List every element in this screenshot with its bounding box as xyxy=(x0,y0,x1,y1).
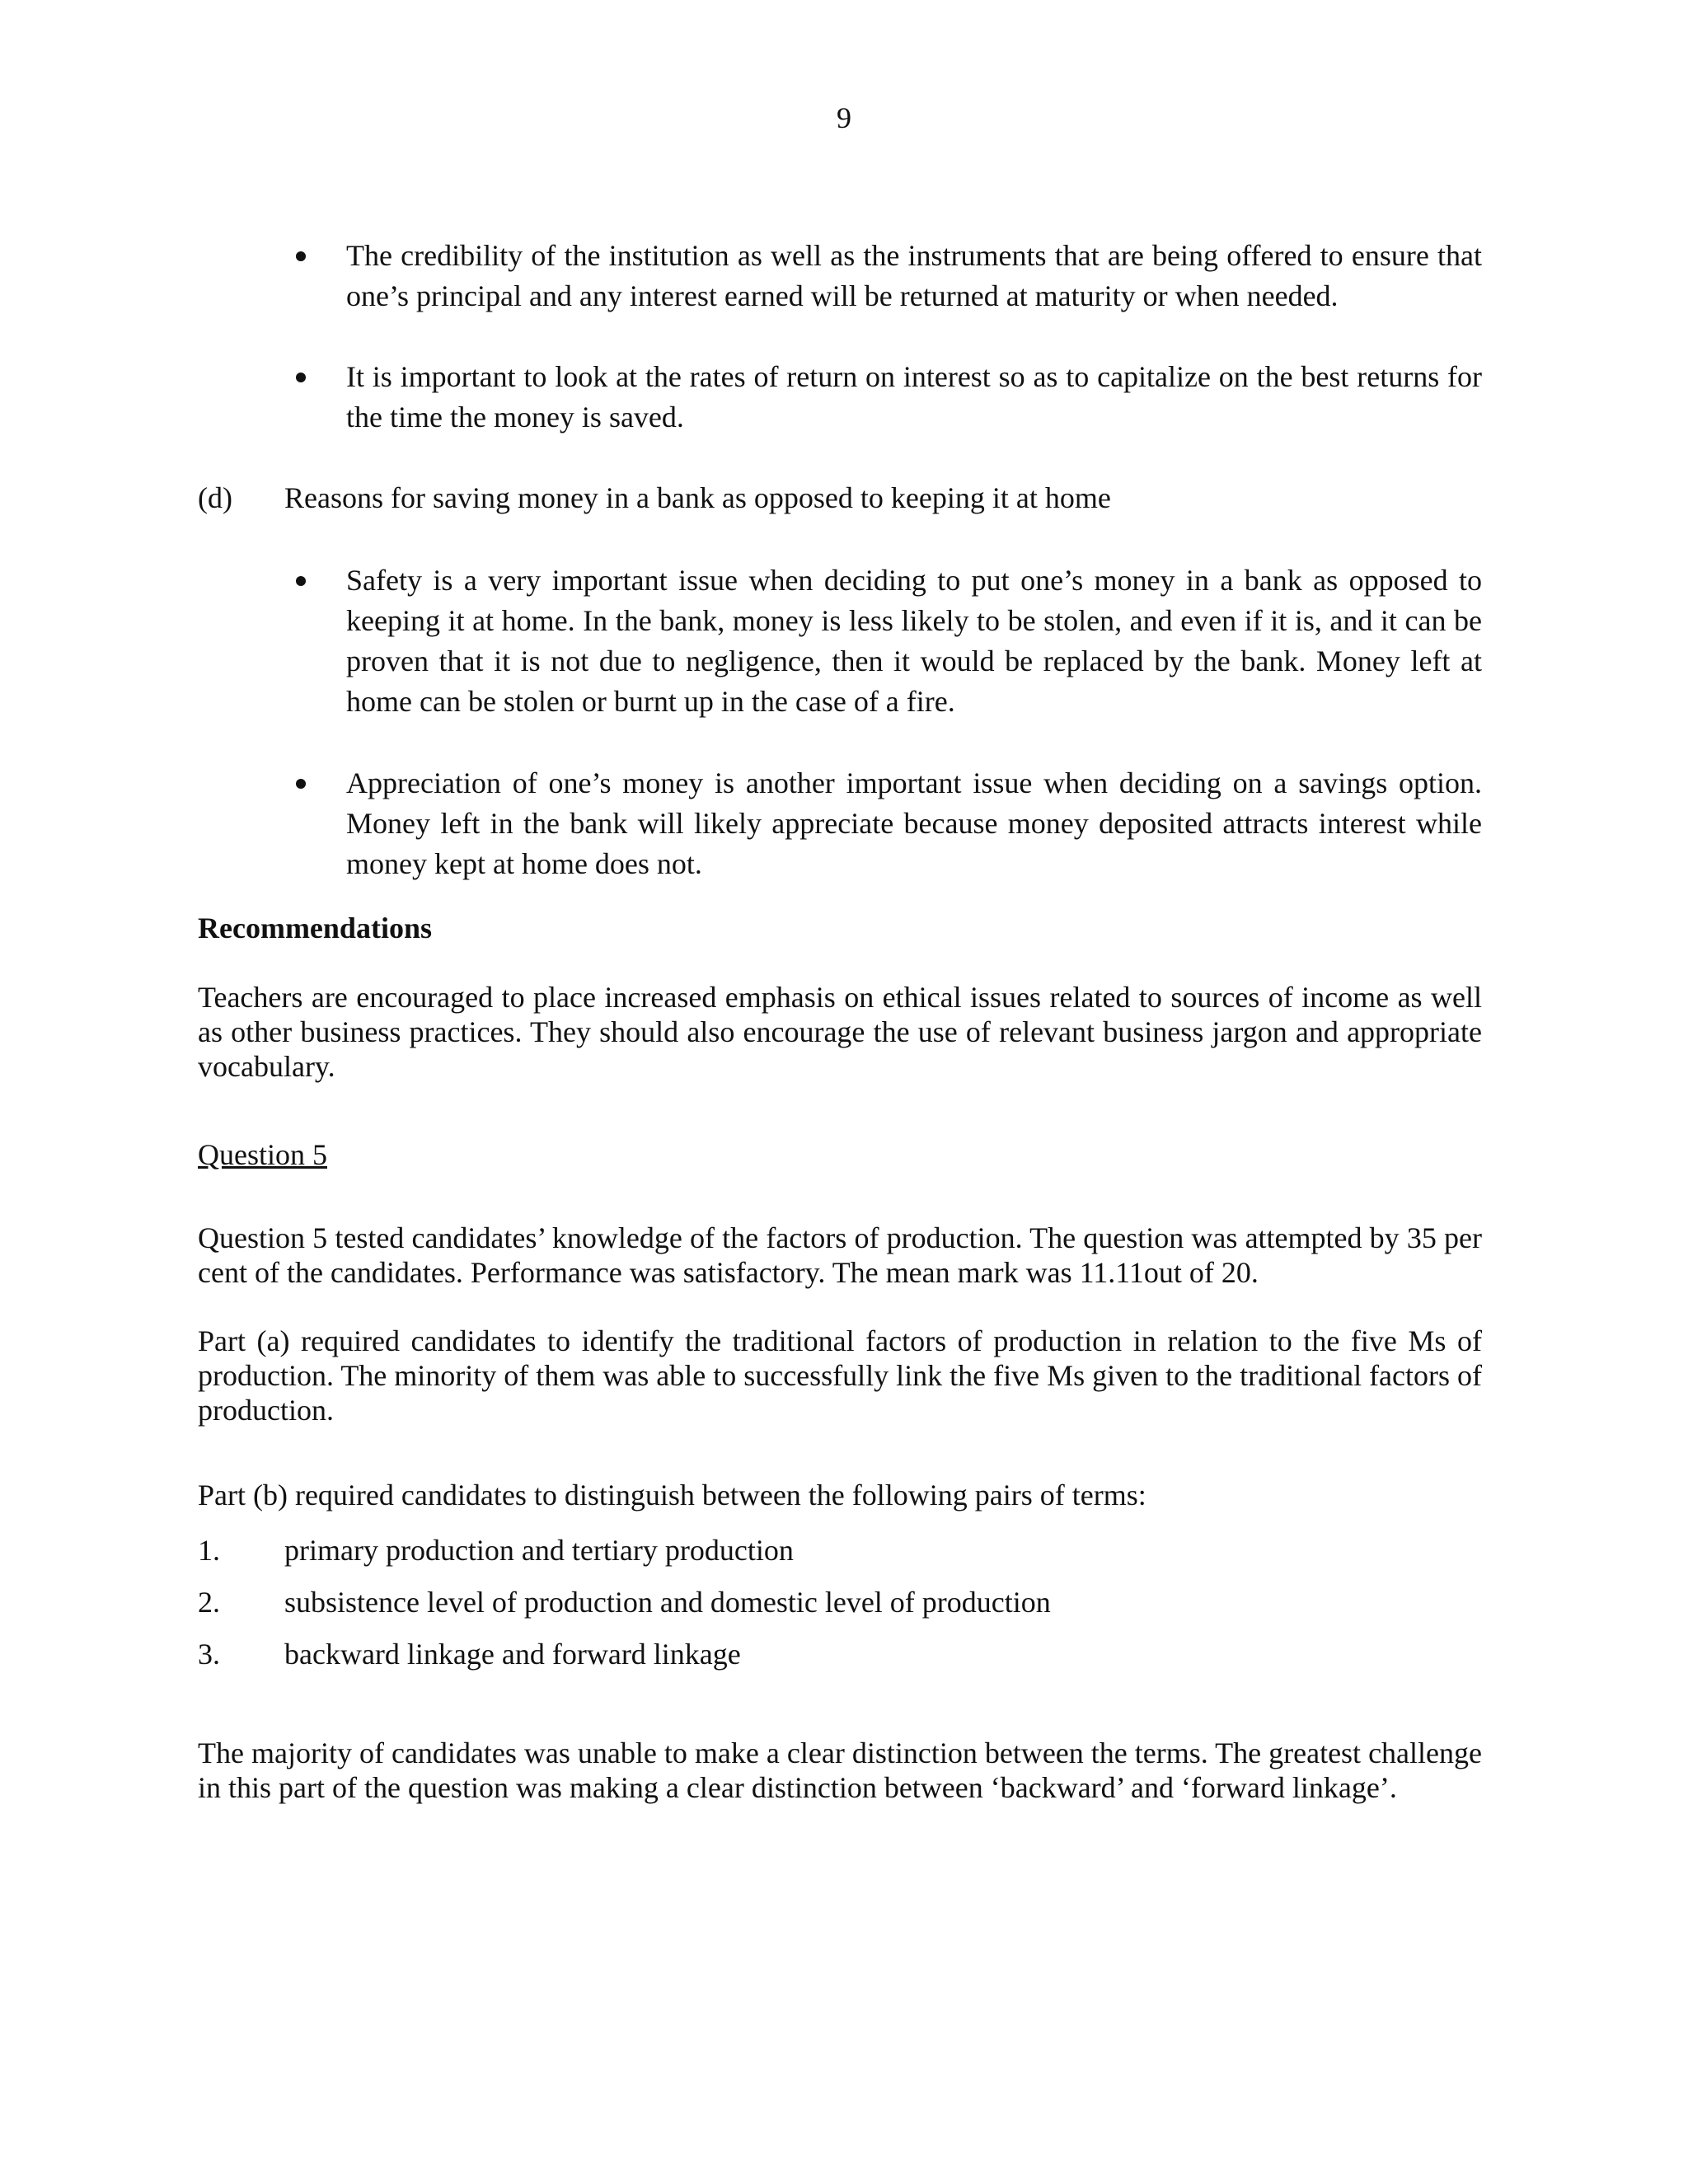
bullet-icon xyxy=(296,251,306,261)
page-number: 9 xyxy=(837,101,851,134)
term-number: 1. xyxy=(198,1534,220,1567)
bullet-icon xyxy=(296,779,306,789)
bullet-icon xyxy=(296,373,306,382)
bullet-rates-of-return: It is important to look at the rates of return on interest so as to capitalize on the best returns for the time the money is saved. xyxy=(346,360,1482,434)
recommendations-heading: Recommendations xyxy=(198,912,432,944)
term-text: backward linkage and forward linkage xyxy=(284,1638,741,1671)
question5-conclusion: The majority of candidates was unable to make a clear distinction between the terms. The greatest challenge in this part of the question was making a clear distinction between ‘backward’ and ‘forward linkage’. xyxy=(198,1736,1482,1804)
bullet-credibility: The credibility of the institution as well as the instruments that are being offered to ensure that one’s principal and any interest earned will be returned at maturity or when needed. xyxy=(346,239,1482,312)
bullet-icon xyxy=(296,576,306,586)
term-text: primary production and tertiary production xyxy=(284,1534,794,1567)
question5-part-a: Part (a) required candidates to identify the traditional factors of production in relation to the five Ms of production. The minority of them was able to successfully link the five Ms given to the traditional factors of production. xyxy=(198,1324,1482,1427)
term-text: subsistence level of production and domestic level of production xyxy=(284,1586,1051,1619)
question5-intro: Question 5 tested candidates’ knowledge of the factors of production. The question was attempted by 35 per cent of the candidates. Performance was satisfactory. The mean mark was 11.11out of 20. xyxy=(198,1221,1482,1289)
term-number: 2. xyxy=(198,1586,220,1619)
recommendations-text: Teachers are encouraged to place increased emphasis on ethical issues related to sources of income as well as other business practices. They should also encourage the use of relevant business jargon and appropriate vocabulary. xyxy=(198,981,1482,1083)
question5-part-b-intro: Part (b) required candidates to distinguish between the following pairs of terms: xyxy=(198,1479,1146,1511)
bullet-appreciation: Appreciation of one’s money is another important issue when deciding on a savings option. Money left in the bank will likely appreciate because money deposited attracts interest while money kept at home does not. xyxy=(346,766,1482,880)
section-d-label: (d) xyxy=(198,481,232,514)
bullet-safety: Safety is a very important issue when deciding to put one’s money in a bank as opposed to keeping it at home. In the bank, money is less likely to be stolen, and even if it is, and it can be proven that it is not due to negligence, then it would be replaced by the bank. Money left at home can be stolen or burnt up in the case of a fire. xyxy=(346,564,1482,718)
term-number: 3. xyxy=(198,1638,220,1671)
question5-heading: Question 5 xyxy=(198,1138,327,1171)
section-d-title: Reasons for saving money in a bank as opposed to keeping it at home xyxy=(284,481,1111,514)
